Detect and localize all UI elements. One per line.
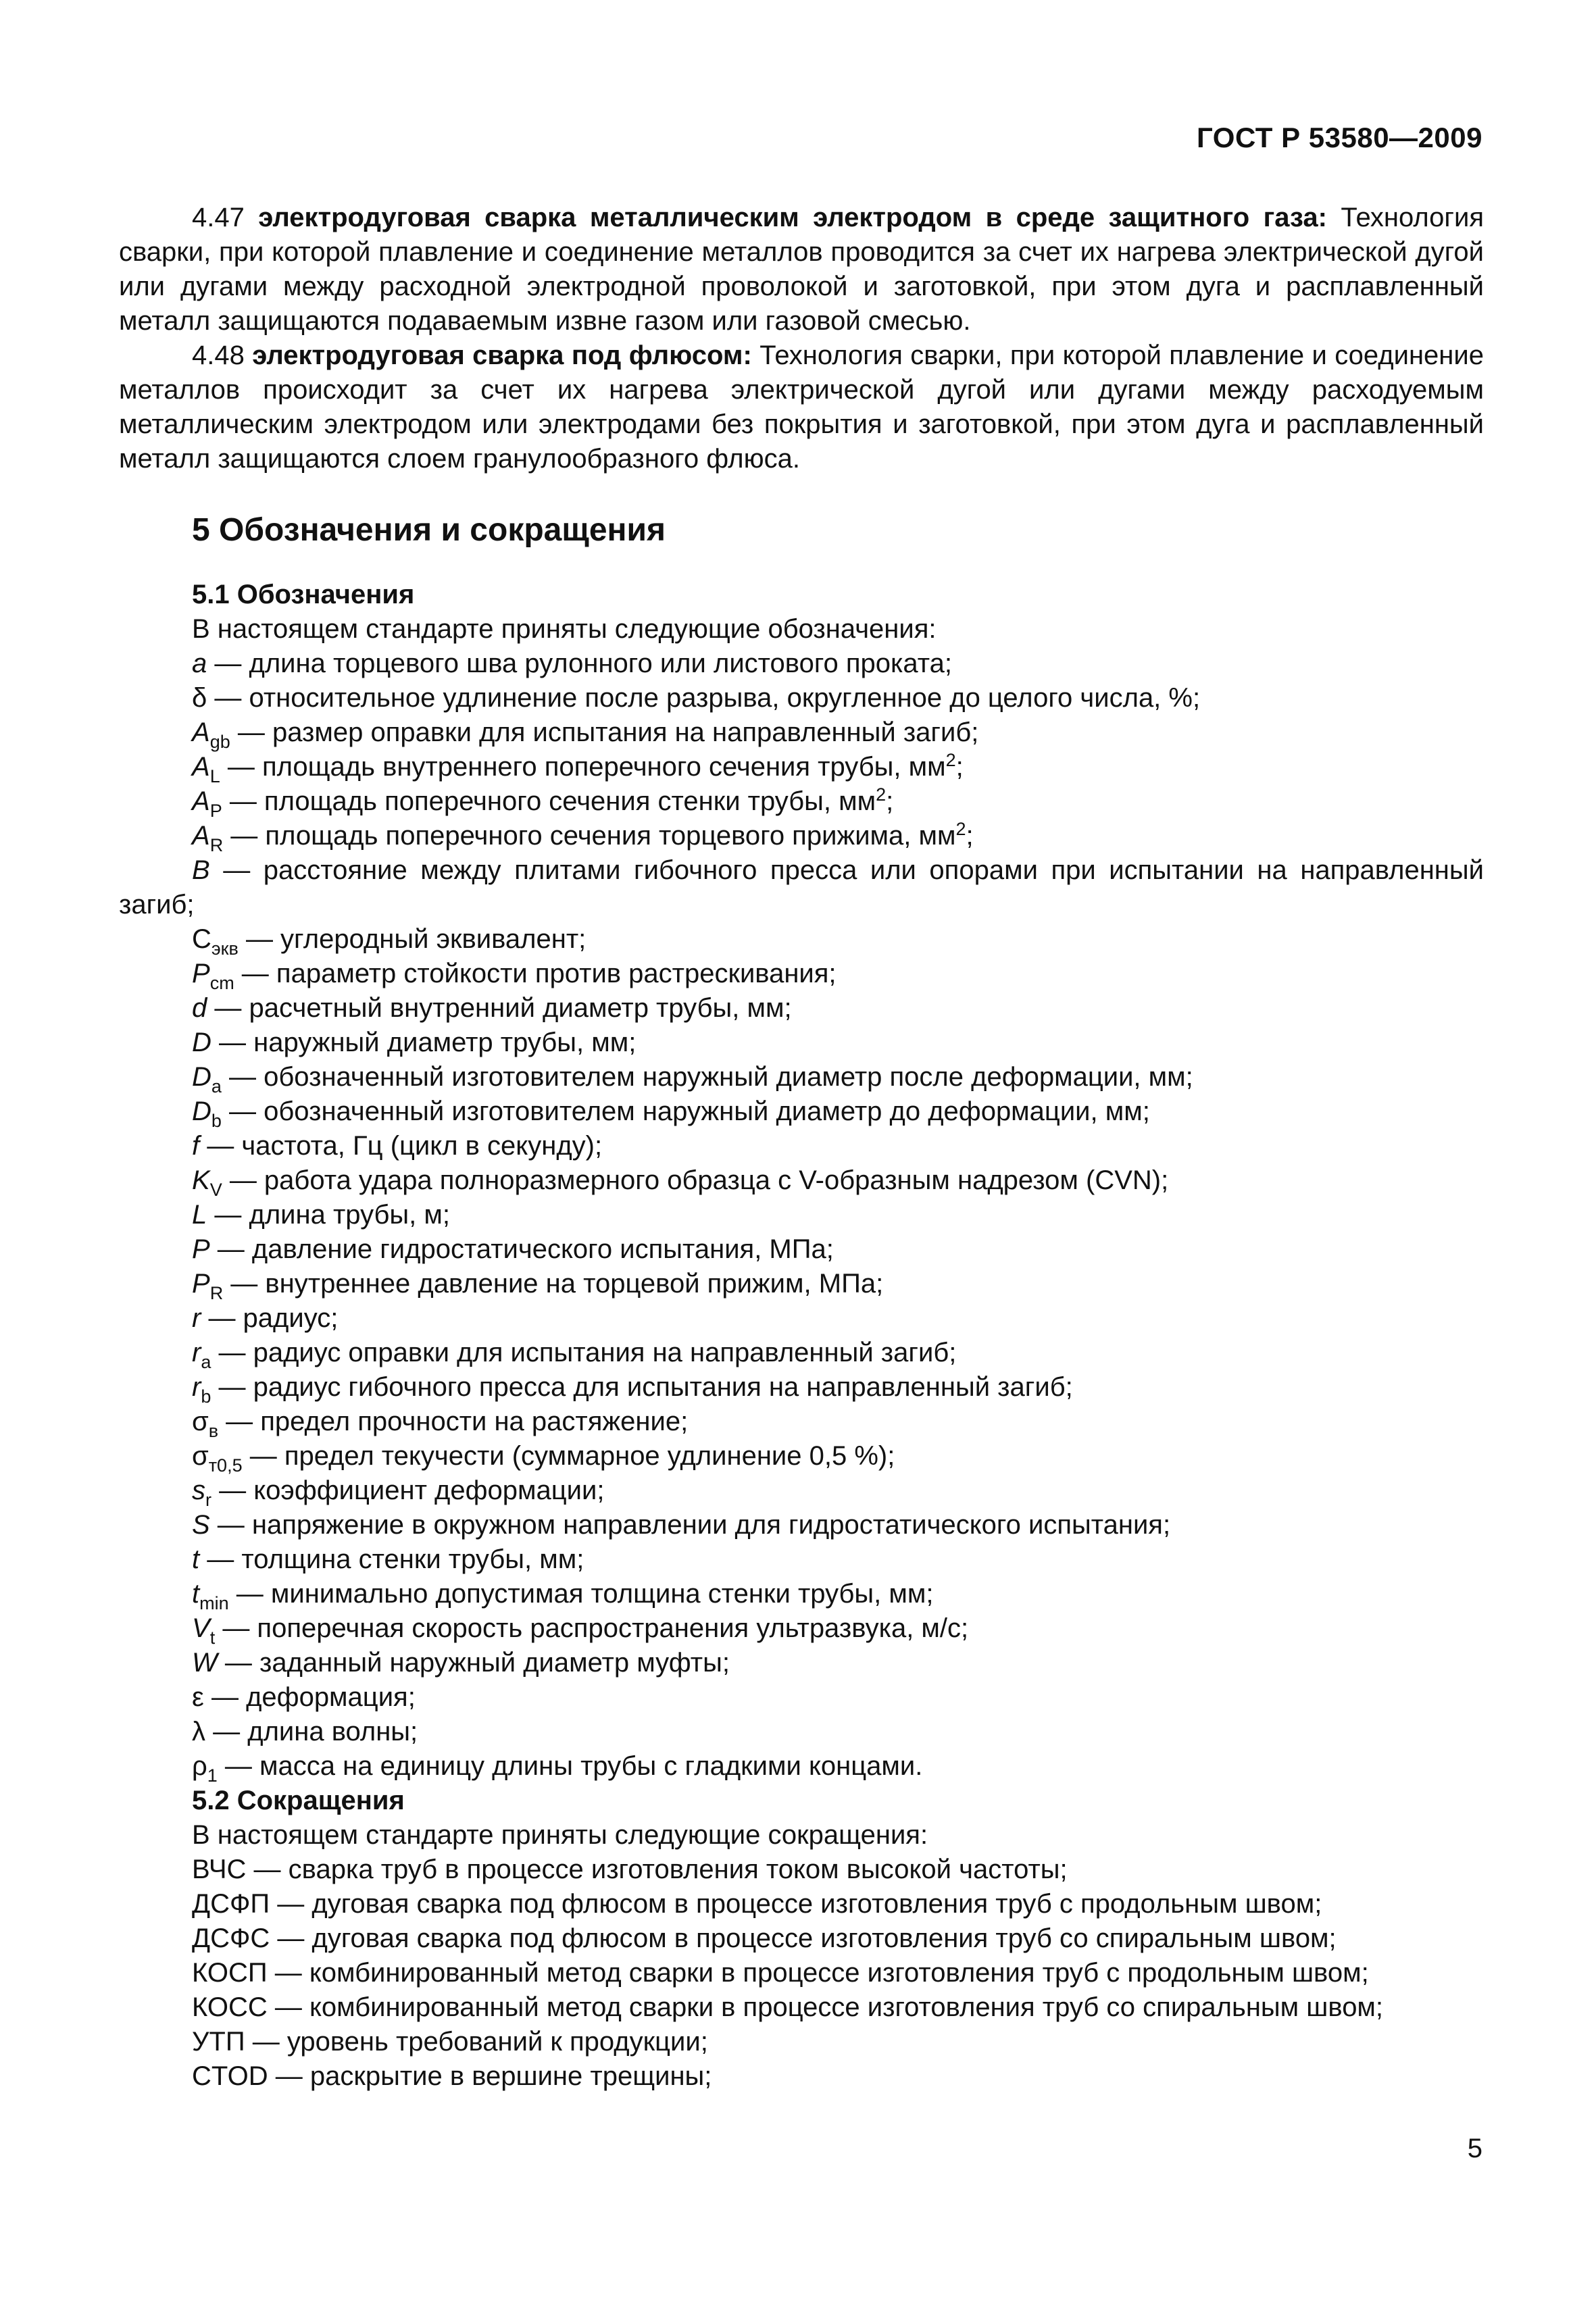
designation-item [119,647,1484,681]
designation-symbol: ρ [192,1751,207,1781]
designation-symbol: r [192,1338,201,1367]
designation-text: — длина трубы, м; [207,1200,451,1230]
designation-text: — размер оправки для испытания на направленный загиб; [230,718,979,747]
abbreviation-item: КОСС — комбинированный метод сварки в процессе изготовления труб со спиральным швом; [192,1992,1384,2022]
designation-symbol: λ [192,1717,205,1746]
designation-text: — радиус оправки для испытания на направленный загиб; [211,1338,957,1367]
designation-item [119,1542,1484,1577]
clause-number: 4.47 [192,203,245,232]
designation-subscript: L [209,766,220,786]
designation-end: ; [955,752,964,782]
designation-text: — относительное удлинение после разрыва, округленное до целого числа, %; [207,683,1201,713]
designation-text: — обозначенный изготовителем наружный диаметр после деформации, мм; [221,1062,1193,1092]
clause-term: электродуговая сварка металлическим электродом в среде защитного газа: [258,203,1327,232]
designation-text: — площадь поперечного сечения стенки трубы, мм [222,786,876,816]
designation-symbol: D [192,1028,211,1057]
designation-item [119,1232,1484,1267]
designation-item [119,1336,1484,1370]
designation-text: — коэффициент деформации; [211,1476,605,1505]
designation-symbol: ε [192,1682,204,1712]
designation-item [119,784,1484,819]
abbreviation-item: ВЧС — сварка труб в процессе изготовления током высокой частоты; [192,1855,1068,1884]
designation-item [119,1680,1484,1715]
designation-text: — напряжение в окружном направлении для гидростатического испытания; [209,1510,1171,1540]
designation-text: — площадь поперечного сечения торцевого прижима, мм [223,821,956,851]
designation-item [119,1301,1484,1336]
designation-symbol: С [192,924,211,954]
designation-item [119,1198,1484,1232]
designation-symbol: σ [192,1407,209,1436]
abbreviation-item: КОСП — комбинированный метод сварки в процессе изготовления труб с продольным швом; [192,1958,1369,1988]
designations-list [119,647,1484,1784]
designation-item [119,1163,1484,1198]
designation-item [119,1474,1484,1508]
designation-symbol: V [192,1613,210,1643]
designation-symbol: δ [192,683,207,713]
clause-number: 4.48 [192,341,245,370]
subsection-intro: В настоящем стандарте приняты следующие сокращения: [192,1820,928,1850]
designation-symbol: W [192,1648,218,1678]
page-content [119,201,1484,2094]
designation-symbol: σ [192,1441,209,1471]
designation-text: — длина торцевого шва рулонного или листового проката; [207,649,953,678]
designation-symbol: P [192,1234,210,1264]
designation-text: — расчетный внутренний диаметр трубы, мм; [207,993,792,1023]
designation-symbol: P [192,959,210,988]
designation-symbol: A [192,786,210,816]
designation-text: — параметр стойкости против растрескивания; [234,959,837,988]
designation-text: — минимально допустимая толщина стенки трубы, мм; [228,1579,934,1609]
designation-item [119,1060,1484,1095]
designation-text: — радиус; [201,1303,339,1333]
subsection-title: 5.1 Обозначения [192,580,415,609]
designation-item [119,750,1484,784]
designation-item [119,1267,1484,1301]
designation-text: — толщина стенки трубы, мм; [199,1544,584,1574]
designation-item [119,1577,1484,1611]
designation-item [119,715,1484,750]
designation-subscript: 1 [207,1765,218,1786]
designation-subscript: cm [209,973,234,993]
designation-subscript: gb [209,732,230,752]
designation-symbol: B [192,855,210,885]
designation-symbol: S [192,1510,210,1540]
clause-text: Технология сварки, при которой плавление и соединение металлов проводится за счет их нагрева электрической дугой или дугами между расходной электродной проволокой и заготовкой, при этом дуга и расплавленный металл защищаются подаваемым извне газом или газовой смесью. [119,203,1484,336]
designation-item [119,1715,1484,1749]
designation-symbol: d [192,993,207,1023]
clause-4-48 [119,338,1484,476]
designation-subscript: т0,5 [208,1455,243,1476]
subsection-intro: В настоящем стандарте приняты следующие обозначения: [192,614,937,644]
designation-subscript: t [209,1628,216,1648]
designation-subscript: a [211,1076,222,1097]
designation-symbol: a [192,649,207,678]
designation-symbol: r [192,1303,201,1333]
designation-item [119,1026,1484,1060]
designation-subscript: P [209,801,222,821]
subsection-title: 5.2 Сокращения [192,1786,405,1815]
designation-text: — работа удара полноразмерного образца с V-образным надрезом (CVN); [222,1165,1169,1195]
designation-text: — давление гидростатического испытания, МПа; [209,1234,834,1264]
clause-4-47 [119,201,1484,338]
designation-symbol: f [192,1131,200,1161]
designation-end: ; [886,786,894,816]
designation-text: — площадь внутреннего поперечного сечения трубы, мм [220,752,946,782]
clause-term: электродуговая сварка под флюсом: [252,341,752,370]
designation-subscript: R [209,1283,224,1303]
designation-symbol: t [192,1544,200,1574]
designation-subscript: V [209,1180,222,1200]
page-number: 5 [1467,2134,1482,2163]
abbreviation-item: ДСФС — дуговая сварка под флюсом в процессе изготовления труб со спиральным швом; [192,1923,1337,1953]
designation-text: — обозначенный изготовителем наружный диаметр до деформации, мм; [221,1097,1150,1126]
designation-text: — заданный наружный диаметр муфты; [217,1648,730,1678]
designation-text: — наружный диаметр трубы, мм; [211,1028,637,1057]
document-header: ГОСТ Р 53580—2009 [1197,122,1482,153]
designation-item [119,1508,1484,1542]
designation-text: — частота, Гц (цикл в секунду); [199,1131,603,1161]
abbreviation-item: CTOD — раскрытие в вершине трещины; [192,2061,712,2091]
designation-subscript: R [209,835,224,855]
designation-text: — радиус гибочного пресса для испытания на направленный загиб; [211,1372,1073,1402]
designation-symbol: P [192,1269,210,1299]
designation-text: — предел прочности на растяжение; [218,1407,689,1436]
designations-block [119,578,1484,2094]
designation-subscript: в [208,1421,219,1441]
designation-text: — длина волны; [205,1717,418,1746]
designation-text: — поперечная скорость распространения ультразвука, м/с; [215,1613,969,1643]
designation-symbol: s [192,1476,205,1505]
designation-subscript: b [201,1386,211,1407]
designation-subscript: экв [211,938,239,959]
designation-text: — расстояние между плитами гибочного пресса или опорами при испытании на направленный загиб; [119,855,1484,920]
designation-item [119,1749,1484,1784]
designation-text: — предел текучести (суммарное удлинение 0,5 %); [242,1441,895,1471]
designation-item [119,681,1484,715]
designation-text: — масса на единицу длины трубы с гладкими концами. [217,1751,923,1781]
designation-text: — внутреннее давление на торцевой прижим, МПа; [223,1269,884,1299]
designation-symbol: D [192,1062,211,1092]
designation-item [119,1095,1484,1129]
designation-item [119,957,1484,991]
designation-symbol: A [192,752,210,782]
designation-subscript: r [205,1490,211,1510]
designation-superscript: 2 [955,819,966,839]
designation-symbol: A [192,718,210,747]
designation-subscript: a [201,1352,211,1372]
designation-symbol: A [192,821,210,851]
designation-symbol: r [192,1372,201,1402]
designation-symbol: D [192,1097,211,1126]
designation-item [119,1405,1484,1439]
designation-symbol: t [192,1579,200,1609]
designation-item [119,819,1484,853]
designation-symbol: L [192,1200,207,1230]
designation-text: — деформация; [203,1682,416,1712]
designation-symbol: K [192,1165,210,1195]
designation-end: ; [966,821,974,851]
designation-item [119,1611,1484,1646]
designation-superscript: 2 [876,784,887,805]
abbreviation-item: УТП — уровень требований к продукции; [192,2027,708,2057]
designation-item [119,853,1484,922]
designation-subscript: b [211,1111,222,1131]
designation-item [119,922,1484,957]
designation-subscript: min [199,1593,229,1613]
designation-text: — углеродный эквивалент; [238,924,587,954]
abbreviations-list [119,1853,1484,2094]
designation-item [119,1646,1484,1680]
designation-item [119,1129,1484,1163]
abbreviation-item: ДСФП — дуговая сварка под флюсом в процессе изготовления труб с продольным швом; [192,1889,1322,1919]
designation-item [119,1370,1484,1405]
clause-text: Технология сварки, при которой плавление и соединение металлов происходит за счет их нагрева электрической дугой или дугами между расходуемым металлическим электродом или электродами без покрытия и заготовкой, при этом дуга и расплавленный металл защищаются слоем гранулообразного флюса. [119,341,1484,474]
designation-superscript: 2 [945,750,956,770]
designation-item [119,991,1484,1026]
designation-item [119,1439,1484,1474]
section-title: 5 Обозначения и сокращения [192,512,666,548]
